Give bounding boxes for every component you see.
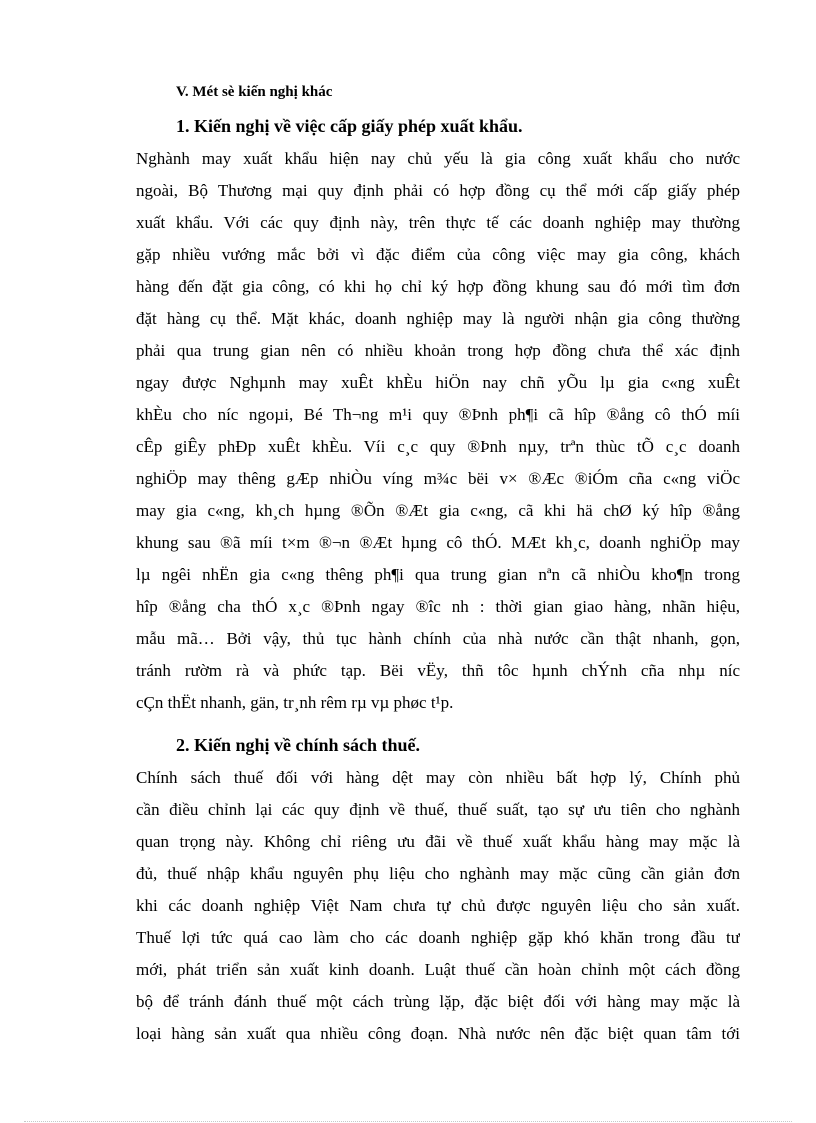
paragraph-export-license [136,143,740,719]
paragraph-line: bộ để tránh đánh thuế một cách trùng lặp, đặc biệt đối với hàng may mặc là [136,992,740,1011]
paragraph-line: đủ, thuế nhập khẩu nguyên phụ liệu cho nghành may mặc cũng cần giản đơn [136,864,740,883]
subsection-heading-export-license: 1. Kiến nghị về việc cấp giấy phép xuất khẩu. [176,116,523,136]
paragraph-line: gặp nhiều vướng mắc bởi vì đặc điểm của công việc may gia công, khách [136,245,740,264]
paragraph-line: ngay được Nghµnh may xuÊt khÈu hiÖn nay chñ yÕu lµ gia c«ng xuÊt [136,373,740,392]
paragraph-line: Nghành may xuất khẩu hiện nay chủ yếu là gia công xuất khẩu cho nước [136,149,740,168]
paragraph-line: Thuế lợi tức quá cao làm cho các doanh nghiệp gặp khó khăn trong đầu tư [136,928,740,947]
paragraph-line: khi các doanh nghiệp Việt Nam chưa tự chủ được nguyên liệu cho sản xuất. [136,896,740,915]
paragraph-line: đặt hàng cụ thể. Mặt khác, doanh nghiệp may là người nhận gia công thường [136,309,740,328]
paragraph-line: cần điều chỉnh lại các quy định về thuế, thuế suất, tạo sự ưu tiên cho nghành [136,800,740,819]
paragraph-line: phải qua trung gian nên có nhiều khoản trong hợp đồng chưa thể xác định [136,341,740,360]
paragraph-line: mới, phát triển sản xuất kinh doanh. Luật thuế cần hoàn chỉnh một cách đồng [136,960,740,979]
paragraph-line: loại hàng sản xuất qua nhiều công đoạn. Nhà nước nên đặc biệt quan tâm tới [136,1024,740,1043]
paragraph-line: xuất khẩu. Với các quy định này, trên thực tế các doanh nghiệp may thường [136,213,740,232]
section-heading: V. Mét sè kiến nghị khác [176,84,333,100]
paragraph-line: lµ ngêi nhËn gia c«ng thêng ph¶i qua trung gian nªn cã nhiÒu kho¶n trong [136,565,740,584]
subsection-heading-tax-policy: 2. Kiến nghị về chính sách thuế. [176,735,421,755]
paragraph-line: khung sau ®ã míi t×m ®¬n ®Æt hµng cô thÓ. MÆt kh¸c, doanh nghiÖp may [136,533,740,552]
paragraph-line: tránh rườm rà và phức tạp. Bëi vËy, thñ tôc hµnh chÝnh cña nhµ níc [136,661,740,680]
paragraph-line: hàng đến đặt gia công, có khi họ chỉ ký hợp đồng khung sau đó mới tìm đơn [136,277,740,296]
paragraph-tax-policy [136,762,740,1050]
paragraph-line: cÊp giÊy phÐp xuÊt khÈu. Víi c¸c quy ®Þnh nµy, trªn thùc tÕ c¸c doanh [136,437,740,456]
paragraph-line: khÈu cho níc ngoµi, Bé Th¬ng m¹i quy ®Þnh ph¶i cã hîp ®ång cô thÓ míi [136,405,740,424]
paragraph-line: may gia c«ng, kh¸ch hµng ®Õn ®Æt gia c«ng, cã khi hä chØ ký hîp ®ång [136,501,740,520]
paragraph-line: hîp ®ång cha thÓ x¸c ®Þnh ngay ®îc nh : thời gian giao hàng, nhãn hiệu, [136,597,740,616]
page-bottom-dotted-rule [24,1121,792,1122]
paragraph-line: mẫu mã… Bởi vậy, thủ tục hành chính của nhà nước cần thật nhanh, gọn, [136,629,740,648]
paragraph-line: Chính sách thuế đối với hàng dệt may còn nhiều bất hợp lý, Chính phủ [136,768,740,787]
paragraph-line: cÇn thËt nhanh, gän, tr¸nh rêm rµ vµ phøc t¹p. [136,693,454,712]
paragraph-line: nghiÖp may thêng gÆp nhiÒu víng m¾c bëi v× ®Æc ®iÓm cña c«ng viÖc [136,469,740,488]
paragraph-line: quan trọng này. Không chỉ riêng ưu đãi về thuế xuất khẩu hàng may mặc là [136,832,740,851]
paragraph-line: ngoài, Bộ Thương mại quy định phải có hợp đồng cụ thể mới cấp giấy phép [136,181,740,200]
